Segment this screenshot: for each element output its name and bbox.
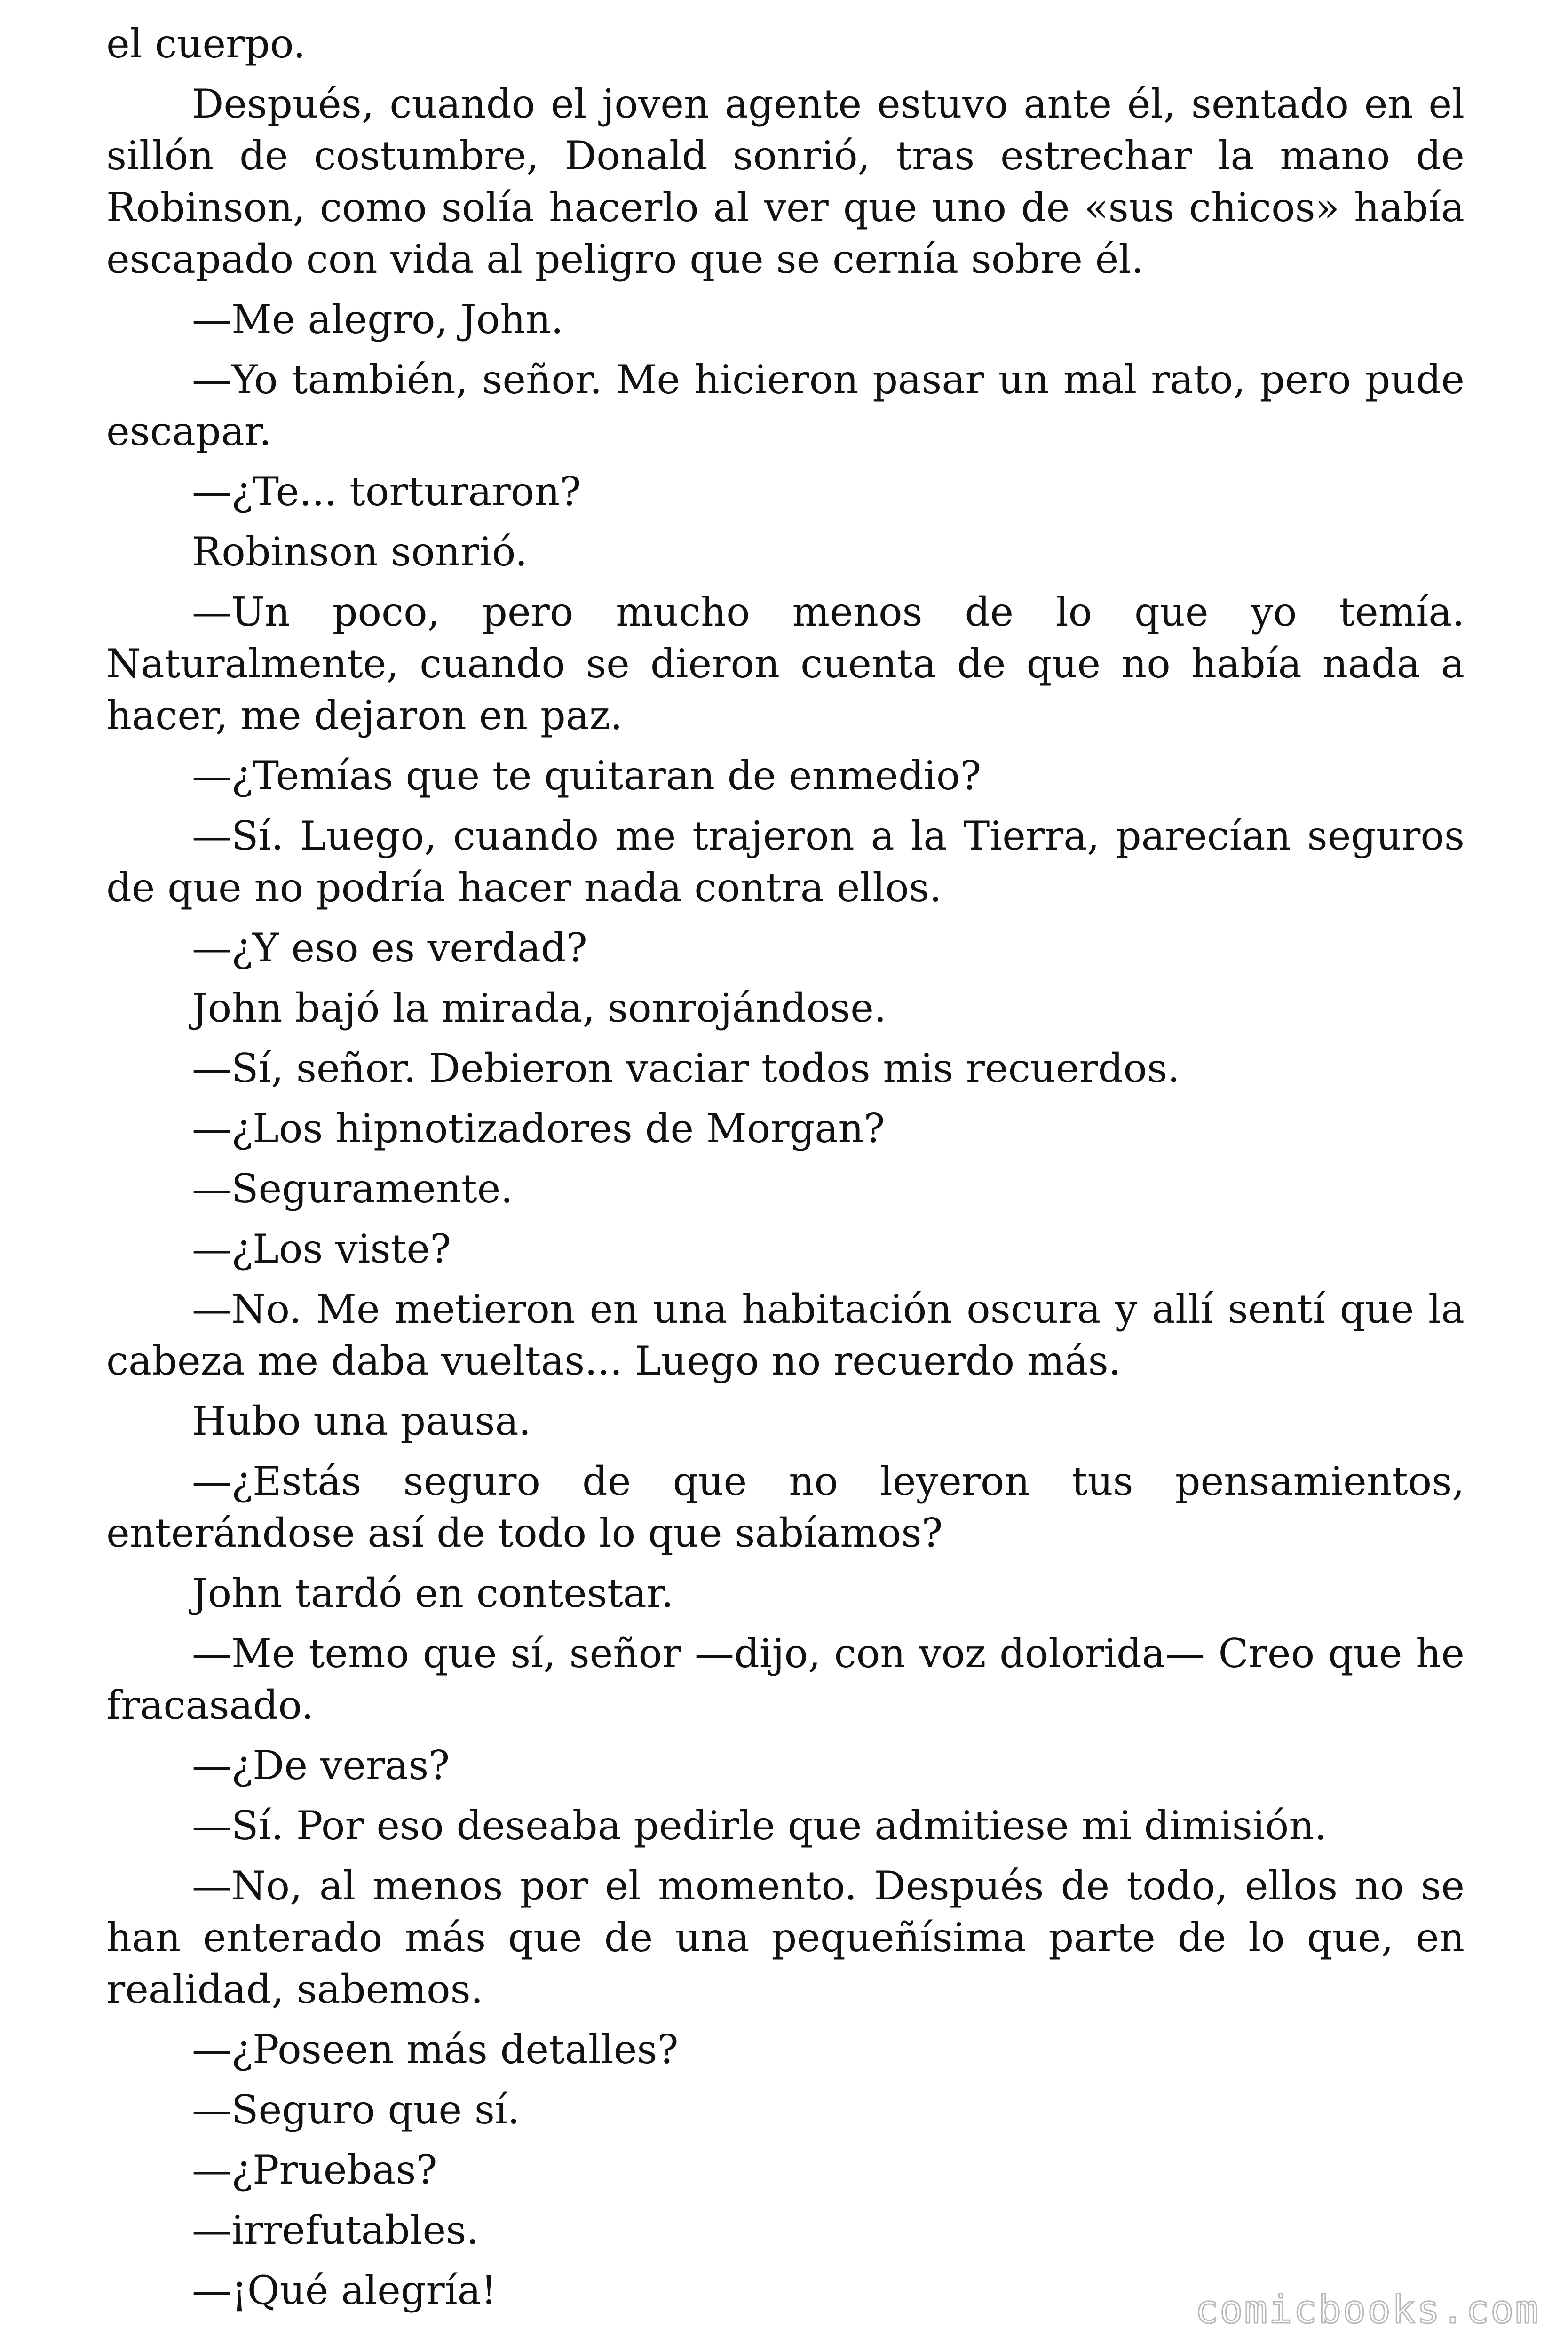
paragraph: —¿Te... torturaron? (192, 469, 581, 515)
paragraph: —Yo también, señor. Me hicieron pasar un mal rato, pero pude escapar. (106, 357, 1465, 454)
paragraph: —¿Poseen más detalles? (192, 2026, 679, 2073)
paragraph: —¿Los viste? (192, 1226, 451, 1272)
paragraph: —Sí. Por eso deseaba pedirle que admitiese mi dimisión. (192, 1803, 1327, 1849)
paragraph: —¿Los hipnotizadores de Morgan? (192, 1105, 885, 1152)
paragraph: Robinson sonrió. (192, 529, 528, 575)
paragraph: —¿Pruebas? (192, 2147, 437, 2193)
paragraph: —No, al menos por el momento. Después de todo, ellos no se han enterado más que de una pequeñísima parte de lo que, en realidad, sabemos. (106, 1863, 1465, 2012)
paragraph: —Seguro que sí. (192, 2087, 520, 2133)
paragraph: el cuerpo. (106, 21, 306, 67)
paragraph: —Seguramente. (192, 1166, 513, 1212)
paragraph: —irrefutables. (192, 2207, 479, 2253)
paragraph: —Me temo que sí, señor —dijo, con voz dolorida— Creo que he fracasado. (106, 1630, 1465, 1728)
paragraph: John tardó en contestar. (192, 1570, 674, 1616)
page-body (106, 18, 1465, 2325)
paragraph: —¿Temías que te quitaran de enmedio? (192, 753, 982, 799)
paragraph: —¿Y eso es verdad? (192, 925, 587, 971)
paragraph: —¿Estás seguro de que no leyeron tus pensamientos, enterándose así de todo lo que sabíamos? (106, 1458, 1465, 1556)
paragraph: —No. Me metieron en una habitación oscura y allí sentí que la cabeza me daba vueltas... Luego no recuerdo más. (106, 1286, 1465, 1384)
paragraph: Hubo una pausa. (192, 1398, 531, 1444)
paragraph: —Un poco, pero mucho menos de lo que yo temía. Naturalmente, cuando se dieron cuenta de que no había nada a hacer, me dejaron en paz. (106, 589, 1465, 739)
paragraph: Después, cuando el joven agente estuvo ante él, sentado en el sillón de costumbre, Donald sonrió, tras estrechar la mano de Robinson, como solía hacerlo al ver que uno de «sus chicos» había escapado con vida al peligro que se cernía sobre él. (106, 81, 1465, 282)
paragraph: —¿De veras? (192, 1742, 450, 1788)
paragraph: —Sí, señor. Debieron vaciar todos mis recuerdos. (192, 1045, 1180, 1091)
paragraph: —Me alegro, John. (192, 296, 564, 342)
paragraph: —¡Qué alegría! (192, 2267, 497, 2313)
paragraph: —Sí. Luego, cuando me trajeron a la Tierra, parecían seguros de que no podría hacer nada contra ellos. (106, 813, 1465, 911)
paragraph: John bajó la mirada, sonrojándose. (192, 985, 887, 1031)
watermark: comicbooks.com (1195, 2288, 1540, 2332)
